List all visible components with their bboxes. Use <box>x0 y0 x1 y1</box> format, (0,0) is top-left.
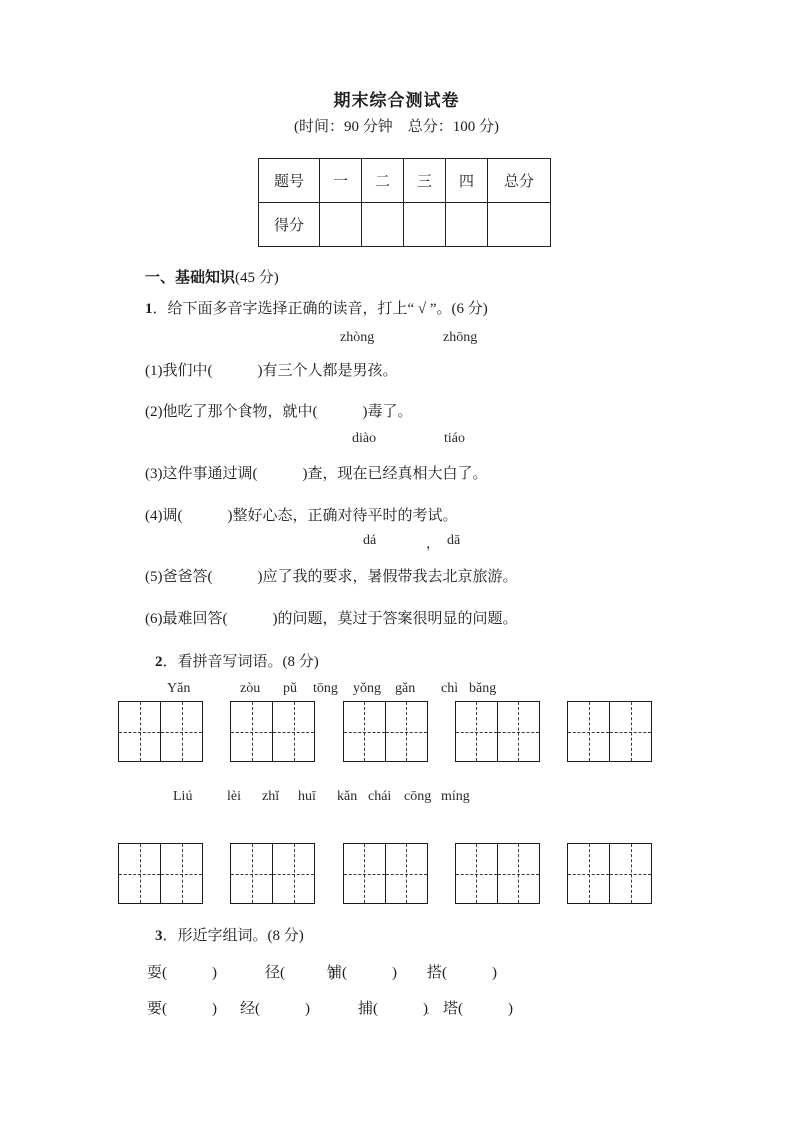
pinyin-word: cōng <box>404 789 432 804</box>
writing-grid-row <box>118 701 652 762</box>
score-blank-cell <box>488 203 551 247</box>
writing-grid-cell <box>272 844 314 903</box>
q1-item: (3)这件事通过调( )查，现在已经真相大白了。 <box>145 466 488 482</box>
pinyin-word: yǒng <box>353 681 381 696</box>
q1-item: (4)调( )整好心态，正确对待平时的考试。 <box>145 508 458 524</box>
pinyin-word: tōng <box>313 681 338 696</box>
question-1-text: ．给下面多音字选择正确的读音，打上“ √ ”。(6 分) <box>152 301 488 317</box>
pinyin-word: tiáo <box>444 431 465 446</box>
section-heading <box>145 266 279 287</box>
q1-item: (1)我们中( )有三个人都是男孩。 <box>145 363 398 379</box>
writing-grid-cell <box>568 702 609 761</box>
pinyin-word: zhòng <box>340 330 375 345</box>
q3-blank: 径( ) <box>265 965 335 981</box>
writing-grid-cell <box>160 702 202 761</box>
pinyin-word: Yǎn <box>167 681 191 696</box>
score-blank-cell <box>404 203 446 247</box>
writing-grid-cell <box>119 702 160 761</box>
score-table-header-cell: 四 <box>446 159 488 203</box>
pinyin-word: gǎn <box>395 681 416 696</box>
score-blank-cell <box>362 203 404 247</box>
pinyin-word: huī <box>298 789 316 804</box>
score-blank-cell <box>446 203 488 247</box>
question-3-prompt <box>155 924 304 945</box>
score-table-header-cell: 总分 <box>488 159 551 203</box>
writing-grid-group <box>343 701 428 762</box>
pinyin-word: kǎn <box>337 789 358 804</box>
writing-grid-group <box>230 701 315 762</box>
q3-blank: 经( ) <box>240 1001 310 1017</box>
pinyin-word: míng <box>441 789 470 804</box>
pinyin-separator: ， <box>426 537 440 552</box>
writing-grid-group <box>230 843 315 904</box>
writing-grid-cell <box>231 844 272 903</box>
writing-grid-cell <box>160 844 202 903</box>
writing-grid-group <box>455 843 540 904</box>
q3-blank: 塔( ) <box>443 1001 513 1017</box>
pinyin-word: chái <box>368 789 392 804</box>
pinyin-word: dā <box>447 533 461 548</box>
page-title: 期末综合测试卷 <box>333 91 460 110</box>
writing-grid-cell <box>456 702 497 761</box>
q1-item: (5)爸爸答( )应了我的要求，暑假带我去北京旅游。 <box>145 569 518 585</box>
writing-grid-cell <box>497 702 539 761</box>
writing-grid-cell <box>497 844 539 903</box>
section-heading-title: 一、基础知识 <box>145 270 236 286</box>
writing-grid-row <box>118 843 652 904</box>
question-1-number: 1 <box>145 301 153 317</box>
pinyin-word: diào <box>352 431 377 446</box>
pinyin-word: dá <box>363 533 377 548</box>
pinyin-word: bǎng <box>469 681 497 696</box>
writing-grid-group <box>455 701 540 762</box>
writing-grid-group <box>118 843 203 904</box>
pinyin-word: Liú <box>173 789 193 804</box>
writing-grid-cell <box>609 702 651 761</box>
scan-artifact-dot: ． <box>426 1002 440 1017</box>
question-2-number: 2 <box>155 654 163 670</box>
writing-grid-cell <box>344 702 385 761</box>
pinyin-word: pǔ <box>283 681 297 696</box>
score-table <box>258 158 551 247</box>
score-table-header-cell: 二 <box>362 159 404 203</box>
question-2-text: ．看拼音写词语。(8 分) <box>162 654 319 670</box>
question-2-prompt <box>155 650 319 671</box>
q3-blank: 捕( ) <box>358 1001 428 1017</box>
writing-grid-group <box>567 701 652 762</box>
score-row-label: 得分 <box>259 203 320 247</box>
q3-blank: 铺( ) <box>327 965 397 981</box>
pinyin-word: zòu <box>240 681 261 696</box>
writing-grid-cell <box>385 844 427 903</box>
writing-grid-cell <box>385 702 427 761</box>
score-table-score-row <box>259 203 551 247</box>
score-table-header-row <box>259 159 551 203</box>
q3-blank: 耍( ) <box>147 965 217 981</box>
writing-grid-cell <box>231 702 272 761</box>
pinyin-word: zhǐ <box>262 789 280 804</box>
writing-grid-cell <box>119 844 160 903</box>
writing-grid-cell <box>344 844 385 903</box>
writing-grid-cell <box>609 844 651 903</box>
exam-subtitle: (时间：90 分钟 总分：100 分) <box>294 119 499 135</box>
score-table-header-cell: 题号 <box>259 159 320 203</box>
q1-item: (6)最难回答( )的问题，莫过于答案很明显的问题。 <box>145 611 518 627</box>
writing-grid-cell <box>456 844 497 903</box>
q3-blank: 搭( ) <box>427 965 497 981</box>
question-3-text: ．形近字组词。(8 分) <box>162 928 304 944</box>
score-blank-cell <box>320 203 362 247</box>
pinyin-word: chì <box>441 681 459 696</box>
writing-grid-cell <box>272 702 314 761</box>
score-table-header-cell: 三 <box>404 159 446 203</box>
section-heading-points: (45 分) <box>235 270 279 286</box>
writing-grid-cell <box>568 844 609 903</box>
writing-grid-group <box>567 843 652 904</box>
writing-grid-group <box>343 843 428 904</box>
q1-item: (2)他吃了那个食物，就中( )毒了。 <box>145 404 413 420</box>
writing-grid-group <box>118 701 203 762</box>
pinyin-word: lèi <box>227 789 241 804</box>
q3-blank: 要( ) <box>147 1001 217 1017</box>
score-table-header-cell: 一 <box>320 159 362 203</box>
pinyin-word: zhōng <box>443 330 478 345</box>
question-1-prompt <box>145 297 488 318</box>
question-3-number: 3 <box>155 928 163 944</box>
